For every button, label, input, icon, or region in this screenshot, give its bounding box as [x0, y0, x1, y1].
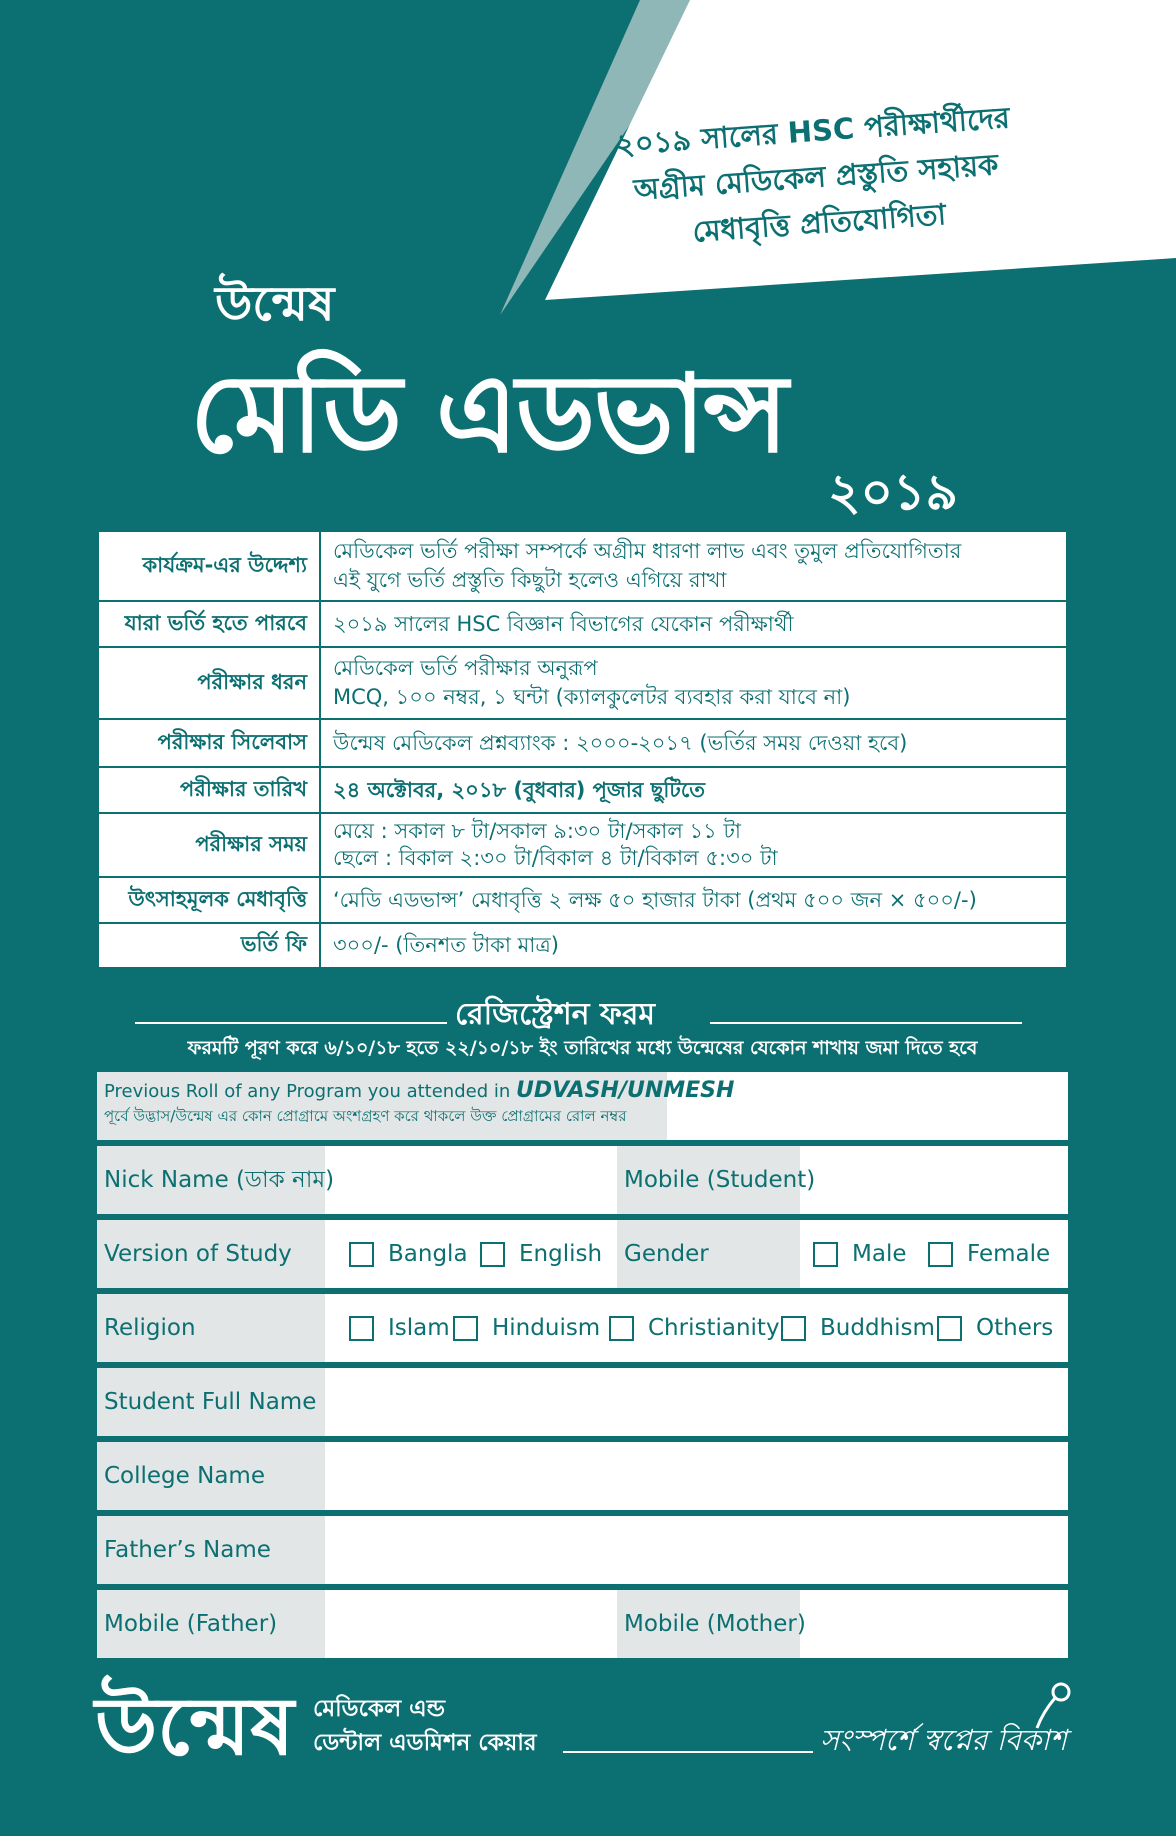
footer-rule	[563, 1751, 813, 1753]
brand-name-small: উন্মেষ	[215, 276, 335, 332]
mobile-student-input[interactable]	[800, 1146, 1068, 1214]
checkbox-christianity[interactable]	[609, 1316, 634, 1341]
option-label: Islam	[388, 1315, 450, 1341]
info-value	[320, 531, 1067, 601]
info-row	[98, 877, 1067, 923]
checkbox-islam[interactable]	[349, 1316, 374, 1341]
registration-title: রেজিস্ট্রেশন ফরম	[455, 997, 656, 1032]
version-of-study-label: Version of Study	[97, 1220, 325, 1288]
previous-roll-label-en	[104, 1078, 735, 1103]
college-name-input[interactable]	[325, 1442, 1068, 1510]
info-key: পরীক্ষার তারিখ	[98, 767, 320, 813]
option-others[interactable]	[937, 1294, 1053, 1362]
info-key: যারা ভর্তি হতে পারবে	[98, 601, 320, 647]
checkbox-english[interactable]	[480, 1242, 505, 1267]
mobile-mother-input[interactable]	[800, 1590, 1068, 1658]
option-bangla[interactable]	[349, 1220, 468, 1288]
info-value-line: MCQ, ১০০ নম্বর, ১ ঘন্টা (ক্যালকুলেটর ব্যবহার করা যাবে না)	[333, 685, 851, 709]
nick-name-label: Nick Name (ডাক নাম)	[97, 1146, 325, 1214]
info-value: উন্মেষ মেডিকেল প্রশ্নব্যাংক : ২০০০-২০১৭ (ভর্তির সময় দেওয়া হবে)	[320, 719, 1067, 767]
checkbox-buddhism[interactable]	[781, 1316, 806, 1341]
mobile-father-label: Mobile (Father)	[97, 1590, 325, 1658]
stethoscope-icon	[1035, 1680, 1075, 1730]
checkbox-bangla[interactable]	[349, 1242, 374, 1267]
info-row	[98, 601, 1067, 647]
option-label: Male	[852, 1241, 907, 1267]
udvash-unmesh-brand: UDVASH/UNMESH	[516, 1078, 735, 1103]
info-value: ২৪ অক্টোবর, ২০১৮ (বুধবার) পূজার ছুটিতে	[320, 767, 1067, 813]
student-full-name-label: Student Full Name	[97, 1368, 325, 1436]
info-value-line: মেডিকেল ভর্তি পরীক্ষা সম্পর্কে অগ্রীম ধারণা লাভ এবং তুমুল প্রতিযোগিতার	[333, 539, 962, 563]
option-english[interactable]	[480, 1220, 602, 1288]
info-key: পরীক্ষার সময়	[98, 813, 320, 877]
title-year: ২০১৯	[828, 463, 958, 521]
footer-tagline-line-1: মেডিকেল এন্ড	[313, 1696, 445, 1722]
info-row	[98, 647, 1067, 719]
form-row-nickname	[97, 1146, 1068, 1214]
student-full-name-input[interactable]	[325, 1368, 1068, 1436]
mobile-mother-label: Mobile (Mother)	[617, 1590, 800, 1658]
info-row	[98, 923, 1067, 968]
info-value-line: মেয়ে : সকাল ৮ টা/সকাল ৯:৩০ টা/সকাল ১১ টা	[333, 819, 742, 843]
option-islam[interactable]	[349, 1294, 450, 1362]
previous-roll-row	[97, 1072, 1068, 1140]
info-value: ৩০০/- (তিনশত টাকা মাত্র)	[320, 923, 1067, 968]
checkbox-female[interactable]	[928, 1242, 953, 1267]
info-row	[98, 531, 1067, 601]
footer-tagline-line-2: ডেন্টাল এডমিশন কেয়ার	[313, 1730, 537, 1756]
info-value	[320, 813, 1067, 877]
option-label: Hinduism	[492, 1315, 601, 1341]
main-title: মেডি এডভান্স	[190, 352, 787, 477]
college-name-label: College Name	[97, 1442, 325, 1510]
header-rule-right	[710, 1022, 1022, 1024]
checkbox-male[interactable]	[813, 1242, 838, 1267]
info-key: পরীক্ষার ধরন	[98, 647, 320, 719]
option-label: Bangla	[388, 1241, 468, 1267]
fathers-name-input[interactable]	[325, 1516, 1068, 1584]
option-christianity[interactable]	[609, 1294, 780, 1362]
previous-roll-label-bn: পূর্বে উদ্ভাস/উন্মেষ এর কোন প্রোগ্রামে অংশগ্রহণ করে থাকলে উক্ত প্রোগ্রামের রোল নম্বর	[104, 1107, 627, 1125]
registration-header	[135, 990, 1022, 1030]
option-label: Christianity	[648, 1315, 780, 1341]
registration-instructions: ফরমটি পূরণ করে ৬/১০/১৮ হতে ২২/১০/১৮ ইং তারিখের মধ্যে উন্মেষের যেকোন শাখায় জমা দিতে হবে	[187, 1037, 978, 1059]
info-value-line: এই যুগে ভর্তি প্রস্তুতি কিছুটা হলেও এগিয়ে রাখা	[333, 568, 727, 592]
previous-roll-text: Previous Roll of any Program you attended in	[104, 1081, 511, 1102]
info-key: উৎসাহমূলক মেধাবৃত্তি	[98, 877, 320, 923]
previous-roll-label	[97, 1072, 735, 1140]
checkbox-hinduism[interactable]	[453, 1316, 478, 1341]
option-male[interactable]	[813, 1220, 906, 1288]
info-key: ভর্তি ফি	[98, 923, 320, 968]
form-row-father-name	[97, 1516, 1068, 1584]
program-info-table	[97, 530, 1068, 969]
mobile-father-input[interactable]	[325, 1590, 617, 1658]
option-label: English	[519, 1241, 603, 1267]
previous-roll-input[interactable]	[667, 1072, 1068, 1140]
option-hinduism[interactable]	[453, 1294, 600, 1362]
mobile-student-label: Mobile (Student)	[617, 1146, 800, 1214]
info-value: ২০১৯ সালের HSC বিজ্ঞান বিভাগের যেকোন পরীক্ষার্থী	[320, 601, 1067, 647]
checkbox-others[interactable]	[937, 1316, 962, 1341]
option-label: Others	[976, 1315, 1054, 1341]
banner-line-3: মেধাবৃত্তি প্রতিযোগিতা	[691, 197, 947, 249]
banner-line-1: ২০১৯ সালের HSC পরীক্ষার্থীদের	[614, 100, 1011, 162]
info-key: পরীক্ষার সিলেবাস	[98, 719, 320, 767]
form-row-student-name	[97, 1368, 1068, 1436]
form-row-parent-mobile	[97, 1590, 1068, 1658]
gender-label: Gender	[617, 1220, 800, 1288]
religion-label: Religion	[97, 1294, 325, 1362]
footer-slogan: সংস্পর্শে স্বপ্নের বিকাশ	[820, 1723, 1067, 1757]
header-rule-left	[135, 1022, 447, 1024]
info-value	[320, 647, 1067, 719]
option-label: Buddhism	[820, 1315, 935, 1341]
info-row	[98, 813, 1067, 877]
form-row-college	[97, 1442, 1068, 1510]
banner-line-2: অগ্রীম মেডিকেল প্রস্তুতি সহায়ক	[632, 147, 1000, 207]
form-row-religion	[97, 1294, 1068, 1362]
info-value: ‘মেডি এডভান্স’ মেধাবৃত্তি ২ লক্ষ ৫০ হাজার টাকা (প্রথম ৫০০ জন × ৫০০/-)	[320, 877, 1067, 923]
form-row-version	[97, 1220, 1068, 1288]
nick-name-input[interactable]	[325, 1146, 617, 1214]
option-buddhism[interactable]	[781, 1294, 935, 1362]
info-value-line: ছেলে : বিকাল ২:৩০ টা/বিকাল ৪ টা/বিকাল ৫:৩০ টা	[333, 846, 778, 870]
info-row	[98, 719, 1067, 767]
footer-brand-logo: উন্মেষ	[95, 1680, 295, 1773]
info-key: কার্যক্রম-এর উদ্দেশ্য	[98, 531, 320, 601]
fathers-name-label: Father’s Name	[97, 1516, 325, 1584]
option-female[interactable]	[928, 1220, 1050, 1288]
info-value-line: মেডিকেল ভর্তি পরীক্ষার অনুরূপ	[333, 656, 598, 680]
option-label: Female	[967, 1241, 1051, 1267]
info-row	[98, 767, 1067, 813]
